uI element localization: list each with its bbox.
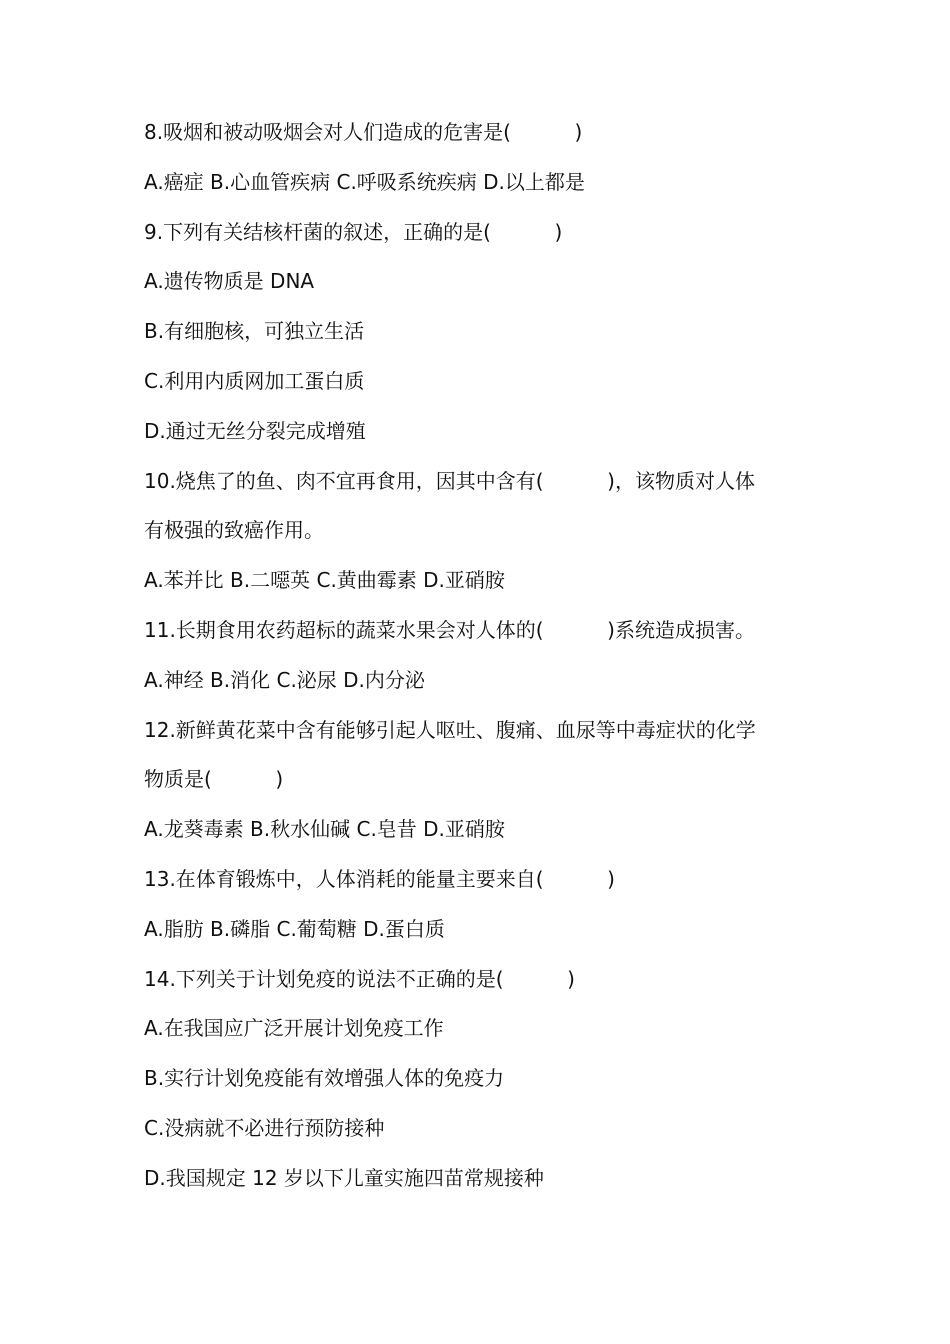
question-12-options: A.龙葵毒素 B.秋水仙碱 C.皂昔 D.亚硝胺 xyxy=(144,817,505,842)
question-14-option-b: B.实行计划免疫能有效增强人体的免疫力 xyxy=(144,1066,505,1091)
question-12-stem-continued: 物质是( ) xyxy=(144,767,284,792)
question-13-stem: 13.在体育锻炼中，人体消耗的能量主要来自( ) xyxy=(144,866,615,891)
question-10-stem: 10.烧焦了的鱼、肉不宜再食用，因其中含有( )，该物质对人体 xyxy=(144,468,755,493)
question-9-stem: 9.下列有关结核杆菌的叙述，正确的是( ) xyxy=(144,219,563,244)
question-text-block xyxy=(144,114,824,1210)
question-12-stem: 12.新鲜黄花菜中含有能够引起人呕吐、腹痛、血尿等中毒症状的化学 xyxy=(144,717,756,742)
question-9-option-c: C.利用内质网加工蛋白质 xyxy=(144,368,365,393)
question-9-option-a: A.遗传物质是 DNA xyxy=(144,269,315,294)
question-14-option-d: D.我国规定 12 岁以下儿童实施四苗常规接种 xyxy=(144,1165,544,1190)
question-14-stem: 14.下列关于计划免疫的说法不正确的是( ) xyxy=(144,966,575,991)
question-11-options: A.神经 B.消化 C.泌尿 D.内分泌 xyxy=(144,667,425,692)
question-13-options: A.脂肪 B.磷脂 C.葡萄糖 D.蛋白质 xyxy=(144,916,445,941)
question-8-options: A.癌症 B.心血管疾病 C.呼吸系统疾病 D.以上都是 xyxy=(144,169,585,194)
question-14-option-c: C.没病就不必进行预防接种 xyxy=(144,1115,385,1140)
question-10-options: A.苯并比 B.二噁英 C.黄曲霉素 D.亚硝胺 xyxy=(144,568,505,593)
question-14-option-a: A.在我国应广泛开展计划免疫工作 xyxy=(144,1016,444,1041)
question-11-stem: 11.长期食用农药超标的蔬菜水果会对人体的( )系统造成损害。 xyxy=(144,617,755,642)
question-9-option-b: B.有细胞核，可独立生活 xyxy=(144,319,365,344)
question-9-option-d: D.通过无丝分裂完成增殖 xyxy=(144,418,366,443)
question-8-stem: 8.吸烟和被动吸烟会对人们造成的危害是( ) xyxy=(144,120,583,144)
question-10-stem-continued: 有极强的致癌作用。 xyxy=(144,518,324,543)
